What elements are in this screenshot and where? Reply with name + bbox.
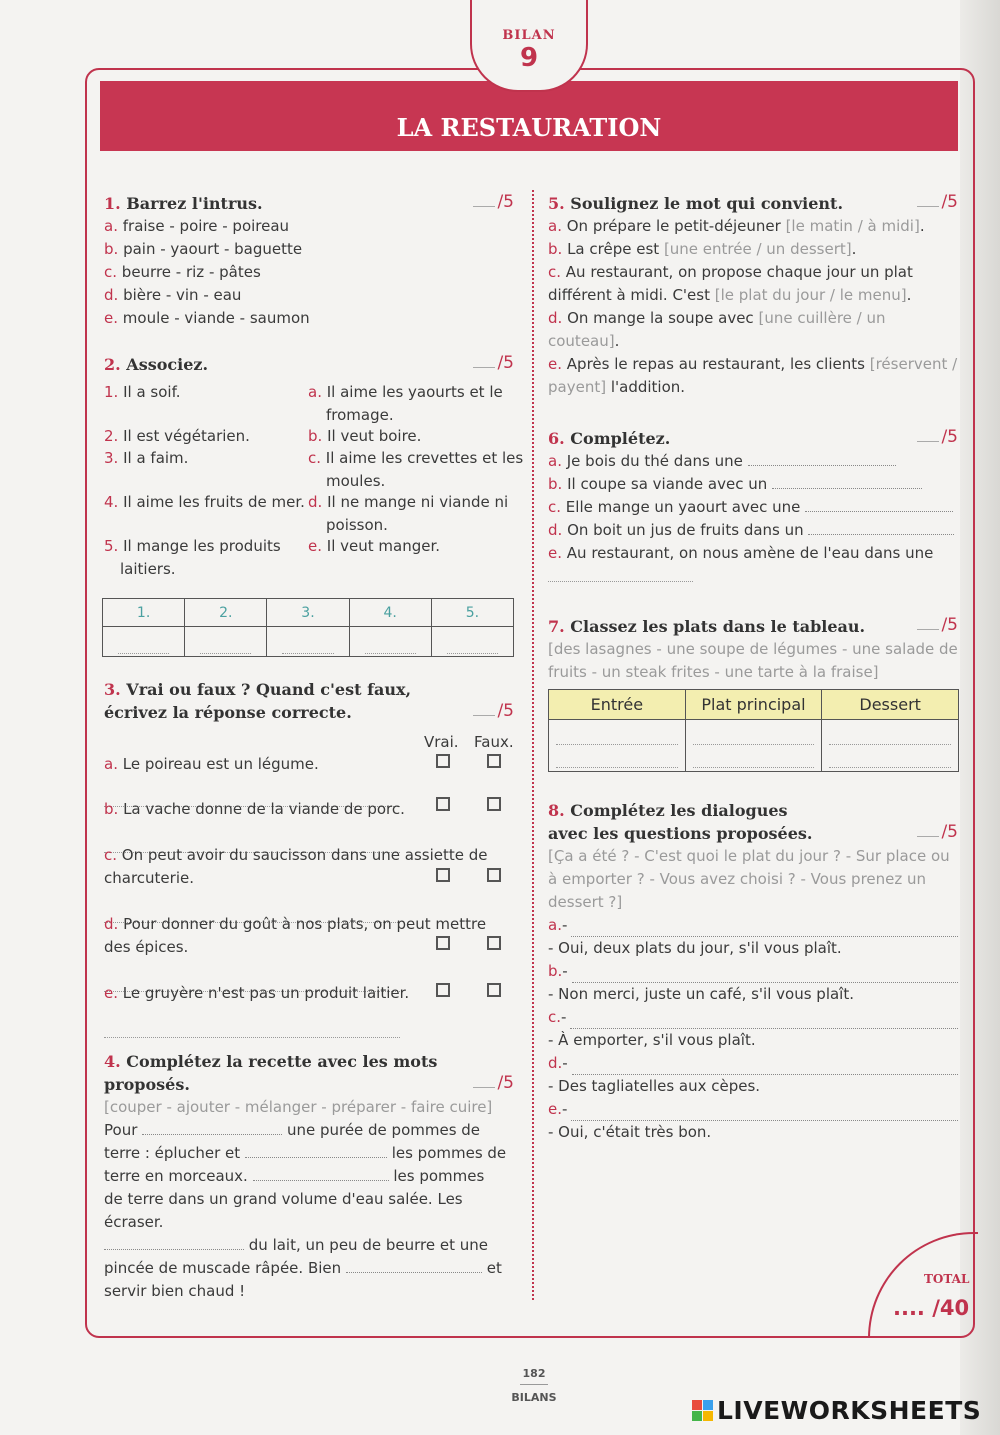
exercise-5-item-b[interactable]: b. La crêpe est [une entrée / un dessert].: [548, 240, 857, 258]
true-column-label: Vrai.: [424, 733, 459, 751]
true-checkbox[interactable]: [436, 983, 450, 997]
exercise-6-item: a. Je bois du thé dans une: [548, 450, 958, 473]
dessert-cell[interactable]: [822, 720, 959, 772]
exercise-4: [104, 1050, 514, 1303]
exercise-1-score: /5: [473, 192, 514, 212]
bilan-label: BILAN: [502, 28, 556, 43]
exercise-2-score: /5: [473, 353, 514, 373]
association-right-item: c. Il aime les crevettes et les moules.: [308, 449, 524, 490]
entree-cell[interactable]: [549, 720, 686, 772]
exercise-7-score: /5: [917, 615, 958, 635]
bilan-number: 9: [519, 43, 539, 73]
liveworksheets-logo-icon: [692, 1400, 713, 1421]
false-checkbox[interactable]: [487, 868, 501, 882]
fill-blank[interactable]: [571, 1106, 958, 1121]
exercise-1-title: 1. Barrez l'intrus.: [104, 194, 263, 213]
exercise-3-score: /5: [473, 701, 514, 721]
liveworksheets-brand: [692, 1396, 981, 1425]
table-header-cell: Plat principal: [701, 695, 806, 714]
exercise-8-title: 8. Complétez les dialogues: [548, 801, 788, 820]
table-header-cell: 3.: [301, 604, 315, 621]
answer-cell[interactable]: [431, 627, 513, 657]
exercise-1-item[interactable]: c. beurre - riz - pâtes: [104, 263, 261, 281]
true-checkbox[interactable]: [436, 936, 450, 950]
exercise-6-item: c. Elle mange un yaourt avec une: [548, 496, 958, 519]
fill-blank[interactable]: [808, 520, 954, 535]
answer-cell[interactable]: [103, 627, 185, 657]
exercise-5-item-a[interactable]: a. On prépare le petit-déjeuner [le matin / à midi].: [548, 217, 925, 235]
false-checkbox[interactable]: [487, 797, 501, 811]
exercise-4-title: 4. Complétez la recette avec les mots: [104, 1052, 438, 1071]
page-number: 182: [522, 1367, 546, 1380]
exercise-6-item: e. Au restaurant, on nous amène de l'eau dans une: [548, 544, 934, 562]
exercise-6-item: d. On boit un jus de fruits dans un: [548, 519, 958, 542]
association-left-item: 2. Il est végétarien.: [104, 427, 250, 445]
true-false-statement: a. Le poireau est un légume.: [104, 755, 319, 773]
exercise-7-words: [des lasagnes - une soupe de légumes - une salade de fruits - un steak frites - une tarte à la fraise]: [548, 640, 958, 681]
fill-blank[interactable]: [548, 567, 693, 582]
exercise-7-title: 7. Classez les plats dans le tableau.: [548, 617, 866, 636]
fill-blank[interactable]: [748, 451, 896, 466]
exercise-5-item-e[interactable]: e. Après le repas au restaurant, les clients [réservent / payent] l'addition.: [548, 355, 958, 396]
exercise-3-title-line2: écrivez la réponse correcte.: [104, 703, 352, 722]
dialogue-question-line[interactable]: b. -: [548, 960, 958, 983]
true-false-statement: e. Le gruyère n'est pas un produit laitier.: [104, 984, 410, 1002]
exercise-2-title: 2. Associez.: [104, 355, 209, 374]
exercise-4-score: /5: [473, 1073, 514, 1093]
true-false-statement: b. La vache donne de la viande de porc.: [104, 800, 405, 818]
true-checkbox[interactable]: [436, 868, 450, 882]
exercise-8-words: [Ça a été ? - C'est quoi le plat du jour ? - Sur place ou à emporter ? - Vous avez choisi ? - Vous prenez un dessert ?]: [548, 847, 950, 911]
answer-cell[interactable]: [267, 627, 349, 657]
false-column-label: Faux.: [474, 733, 514, 751]
answer-line: [282, 639, 333, 654]
exercise-5-item-c[interactable]: c. Au restaurant, on propose chaque jour un plat différent à midi. C'est [le plat du jour / le menu].: [548, 263, 913, 304]
exercise-1-item[interactable]: e. moule - viande - saumon: [104, 309, 310, 327]
footer-section: BILANS: [511, 1391, 557, 1404]
dialogue-answer: - Oui, deux plats du jour, s'il vous plaît.: [548, 939, 842, 957]
answer-line: [365, 639, 416, 654]
exercise-8-score: /5: [917, 822, 958, 842]
total-score: .... /40: [893, 1296, 970, 1320]
recipe-text: Pour une purée de pommes de terre : éplucher et les pommes de terre en morceaux. les pommes de terre dans un grand volume d'eau salée. Les écraser. du lait, un peu de beurre et une pincée de muscade râpée. Bien et servir bien chaud !: [104, 1121, 507, 1300]
table-header-cell: 1.: [136, 604, 151, 621]
blank-4[interactable]: [104, 1235, 244, 1250]
dialogue-question-line[interactable]: a. -: [548, 914, 958, 937]
exercise-6-item: b. Il coupe sa viande avec un: [548, 473, 958, 496]
true-false-statement: c. On peut avoir du saucisson dans une assiette de charcuterie.: [104, 846, 488, 887]
exercise-5-item-d[interactable]: d. On mange la soupe avec [une cuillère / un couteau].: [548, 309, 886, 350]
association-left-item: 4. Il aime les fruits de mer.: [104, 493, 305, 511]
correction-line[interactable]: [104, 1023, 400, 1038]
exercise-3-title: 3. Vrai ou faux ? Quand c'est faux,: [104, 680, 412, 699]
association-left-item: 5. Il mange les produits laitiers.: [104, 537, 281, 578]
footer-divider: [520, 1384, 548, 1385]
blank-2[interactable]: [245, 1143, 387, 1158]
association-right-item: a. Il aime les yaourts et le fromage.: [308, 383, 503, 424]
exercise-1: [104, 192, 514, 330]
bilan-tab: [470, 0, 588, 92]
dialogue-question-line[interactable]: e. -: [548, 1098, 958, 1121]
answer-line: [200, 639, 251, 654]
fill-blank[interactable]: [572, 968, 958, 983]
exercise-8-title-line2: avec les questions proposées.: [548, 824, 813, 843]
brand-name: LIVEWORKSHEETS: [717, 1396, 982, 1425]
fill-blank[interactable]: [571, 922, 958, 937]
exercise-7: [548, 615, 958, 684]
answer-line: [447, 639, 498, 654]
association-table: [102, 598, 514, 657]
exercise-2: [104, 353, 524, 581]
exercise-8: [548, 799, 958, 1144]
blank-5[interactable]: [346, 1258, 482, 1273]
exercise-6: [548, 427, 958, 582]
true-checkbox[interactable]: [436, 754, 450, 768]
main-course-cell[interactable]: [685, 720, 822, 772]
fill-blank[interactable]: [805, 497, 953, 512]
false-checkbox[interactable]: [487, 936, 501, 950]
blank-1[interactable]: [142, 1120, 282, 1135]
answer-cell[interactable]: [349, 627, 431, 657]
association-left-item: 3. Il a faim.: [104, 449, 189, 467]
dialogue-question-line[interactable]: d. -: [548, 1052, 958, 1075]
exercise-1-item[interactable]: d. bière - vin - eau: [104, 286, 242, 304]
false-checkbox[interactable]: [487, 754, 501, 768]
true-checkbox[interactable]: [436, 797, 450, 811]
exercise-6-score: /5: [917, 427, 958, 447]
dialogue-answer: - Non merci, juste un café, s'il vous plaît.: [548, 985, 854, 1003]
true-false-statement: d. Pour donner du goût à nos plats, on peut mettre des épices.: [104, 915, 487, 956]
table-header-cell: Dessert: [859, 695, 921, 714]
table-header-cell: 4.: [383, 604, 397, 621]
table-header-cell: 2.: [219, 604, 233, 621]
association-left-item: 1. Il a soif.: [104, 383, 181, 401]
column-separator: [532, 190, 534, 1300]
answer-cell[interactable]: [185, 627, 267, 657]
fill-blank[interactable]: [570, 1014, 958, 1029]
association-right-item: e. Il veut manger.: [308, 537, 441, 555]
exercise-5-score: /5: [917, 192, 958, 212]
answer-line: [118, 639, 169, 654]
dialogue-question-line[interactable]: c. -: [548, 1006, 958, 1029]
false-checkbox[interactable]: [487, 983, 501, 997]
classification-table: [548, 689, 959, 772]
fill-blank[interactable]: [572, 1060, 958, 1075]
page-title: LA RESTAURATION: [100, 81, 958, 151]
dialogue-answer: - À emporter, s'il vous plaît.: [548, 1031, 756, 1049]
blank-3[interactable]: [253, 1166, 389, 1181]
exercise-1-item[interactable]: b. pain - yaourt - baguette: [104, 240, 303, 258]
association-right-item: b. Il veut boire.: [308, 427, 422, 445]
exercise-5: [548, 192, 958, 399]
dialogue-answer: - Des tagliatelles aux cèpes.: [548, 1077, 761, 1095]
exercise-4-words: [couper - ajouter - mélanger - préparer - faire cuire]: [104, 1098, 493, 1116]
exercise-1-item[interactable]: a. fraise - poire - poireau: [104, 217, 290, 235]
exercise-5-title: 5. Soulignez le mot qui convient.: [548, 194, 844, 213]
dialogue-answer: - Oui, c'était très bon.: [548, 1123, 712, 1141]
fill-blank[interactable]: [772, 474, 922, 489]
association-right-item: d. Il ne mange ni viande ni poisson.: [308, 493, 509, 534]
total-label: TOTAL: [924, 1272, 970, 1286]
table-header-cell: Entrée: [590, 695, 644, 714]
exercise-3: [104, 678, 514, 724]
exercise-6-title: 6. Complétez.: [548, 429, 671, 448]
table-header-cell: 5.: [465, 604, 480, 621]
exercise-4-title-line2: proposés.: [104, 1075, 190, 1094]
